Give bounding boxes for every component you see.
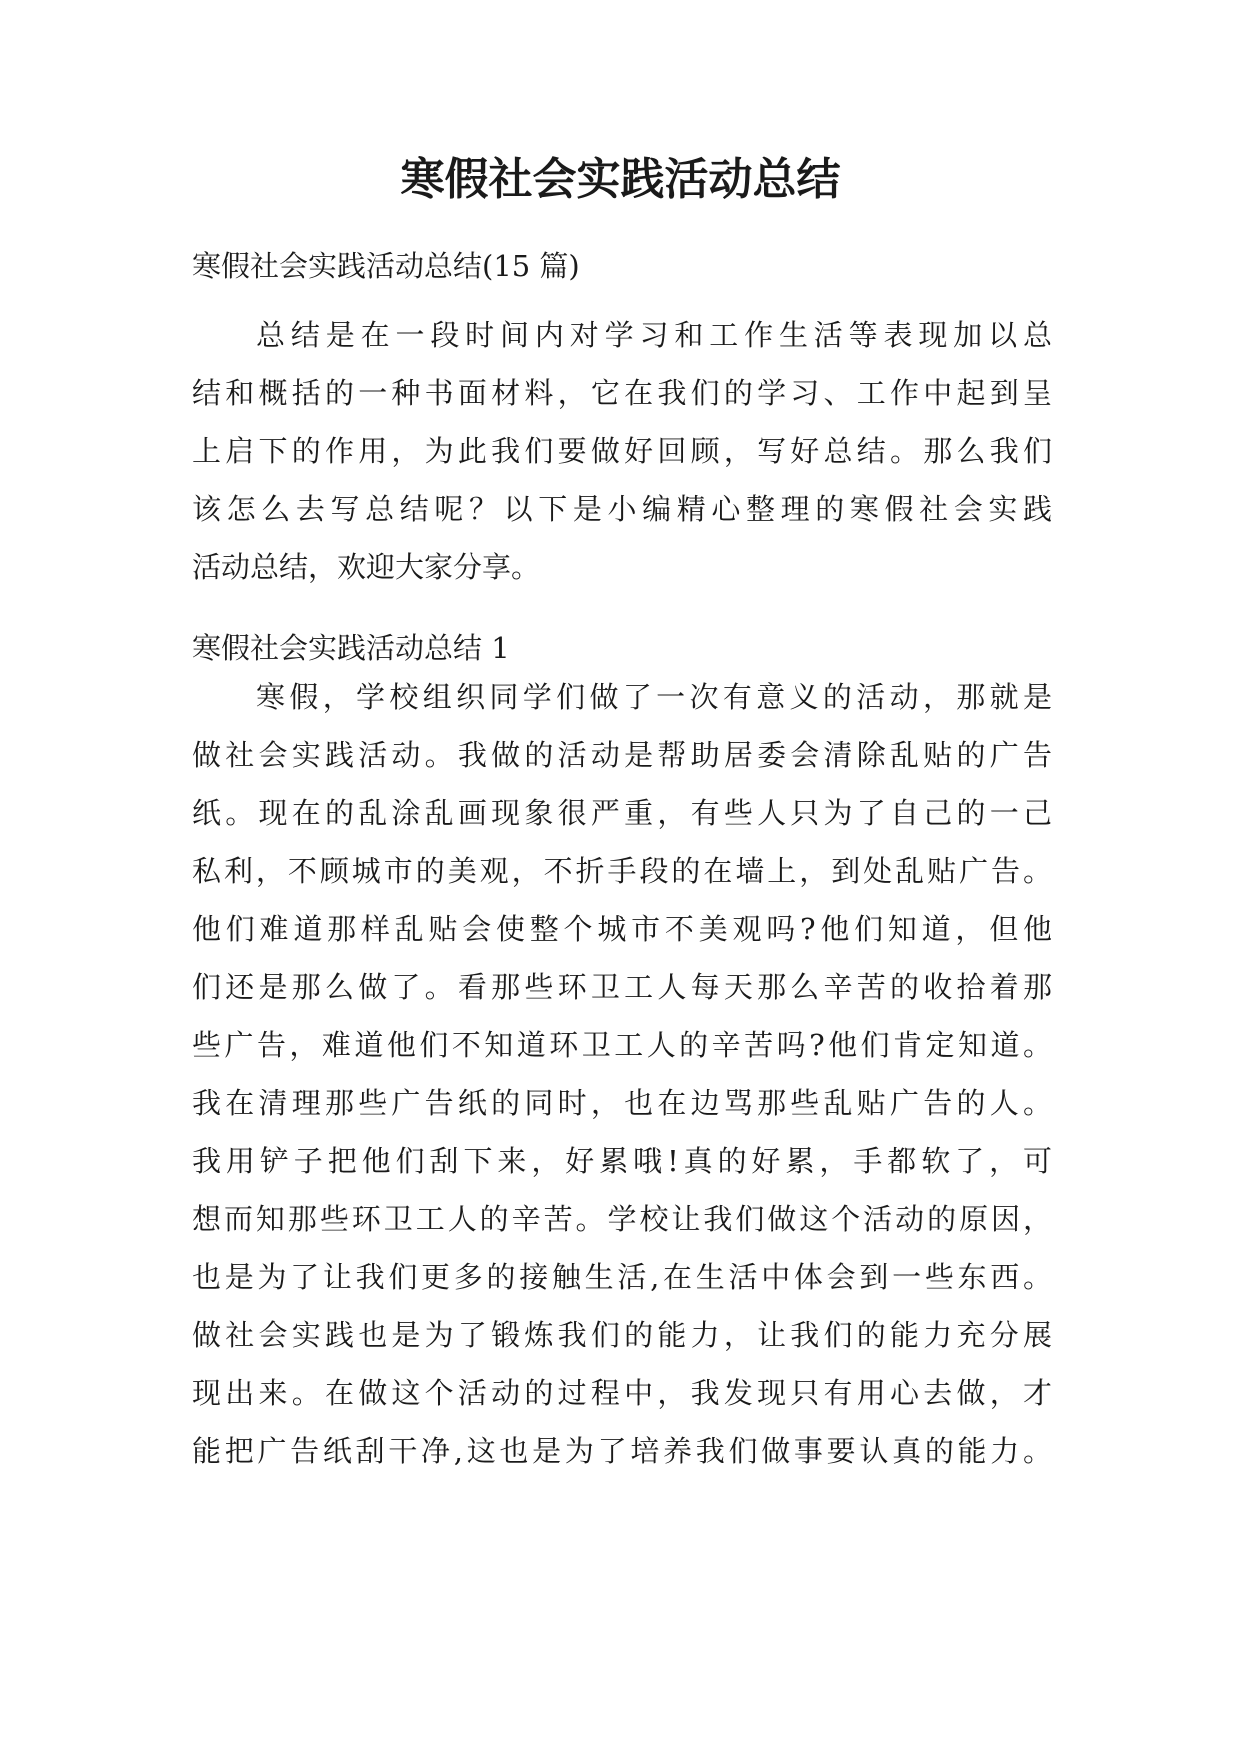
section-paragraph: [192, 668, 1052, 1480]
section-line: 做社会实践活动。我做的活动是帮助居委会清除乱贴的广告: [192, 738, 1052, 772]
intro-line: 总结是在一段时间内对学习和工作生活等表现加以总: [256, 318, 1052, 352]
section-line: 想而知那些环卫工人的辛苦。学校让我们做这个活动的原因，: [192, 1202, 1052, 1236]
section-line: 我在清理那些广告纸的同时，也在边骂那些乱贴广告的人。: [192, 1086, 1052, 1120]
document-title: 寒假社会实践活动总结: [400, 154, 841, 205]
document-subtitle: 寒假社会实践活动总结(15 篇): [192, 249, 580, 283]
intro-line: 上启下的作用，为此我们要做好回顾，写好总结。那么我们: [192, 434, 1052, 468]
section-line: 些广告，难道他们不知道环卫工人的辛苦吗?他们肯定知道。: [192, 1028, 1052, 1062]
section-line: 寒假，学校组织同学们做了一次有意义的活动，那就是: [256, 680, 1052, 714]
section-line: 现出来。在做这个活动的过程中，我发现只有用心去做，才: [192, 1376, 1052, 1410]
section-line: 做社会实践也是为了锻炼我们的能力，让我们的能力充分展: [192, 1318, 1052, 1352]
section-line: 纸。现在的乱涂乱画现象很严重，有些人只为了自己的一己: [192, 796, 1052, 830]
section-line: 私利，不顾城市的美观，不折手段的在墙上，到处乱贴广告。: [192, 854, 1052, 888]
section-heading: 寒假社会实践活动总结 1: [192, 631, 510, 665]
intro-line: 结和概括的一种书面材料，它在我们的学习、工作中起到呈: [192, 376, 1052, 410]
section-line: 也是为了让我们更多的接触生活,在生活中体会到一些东西。: [192, 1260, 1052, 1294]
section-line: 我用铲子把他们刮下来，好累哦!真的好累，手都软了，可: [192, 1144, 1052, 1178]
intro-line: 该怎么去写总结呢？以下是小编精心整理的寒假社会实践: [192, 492, 1052, 526]
section-line: 他们难道那样乱贴会使整个城市不美观吗?他们知道，但他: [192, 912, 1052, 946]
section-line: 能把广告纸刮干净,这也是为了培养我们做事要认真的能力。: [192, 1434, 1052, 1468]
intro-paragraph: [192, 306, 1052, 596]
intro-line: 活动总结，欢迎大家分享。: [192, 550, 541, 584]
section-line: 们还是那么做了。看那些环卫工人每天那么辛苦的收拾着那: [192, 970, 1052, 1004]
